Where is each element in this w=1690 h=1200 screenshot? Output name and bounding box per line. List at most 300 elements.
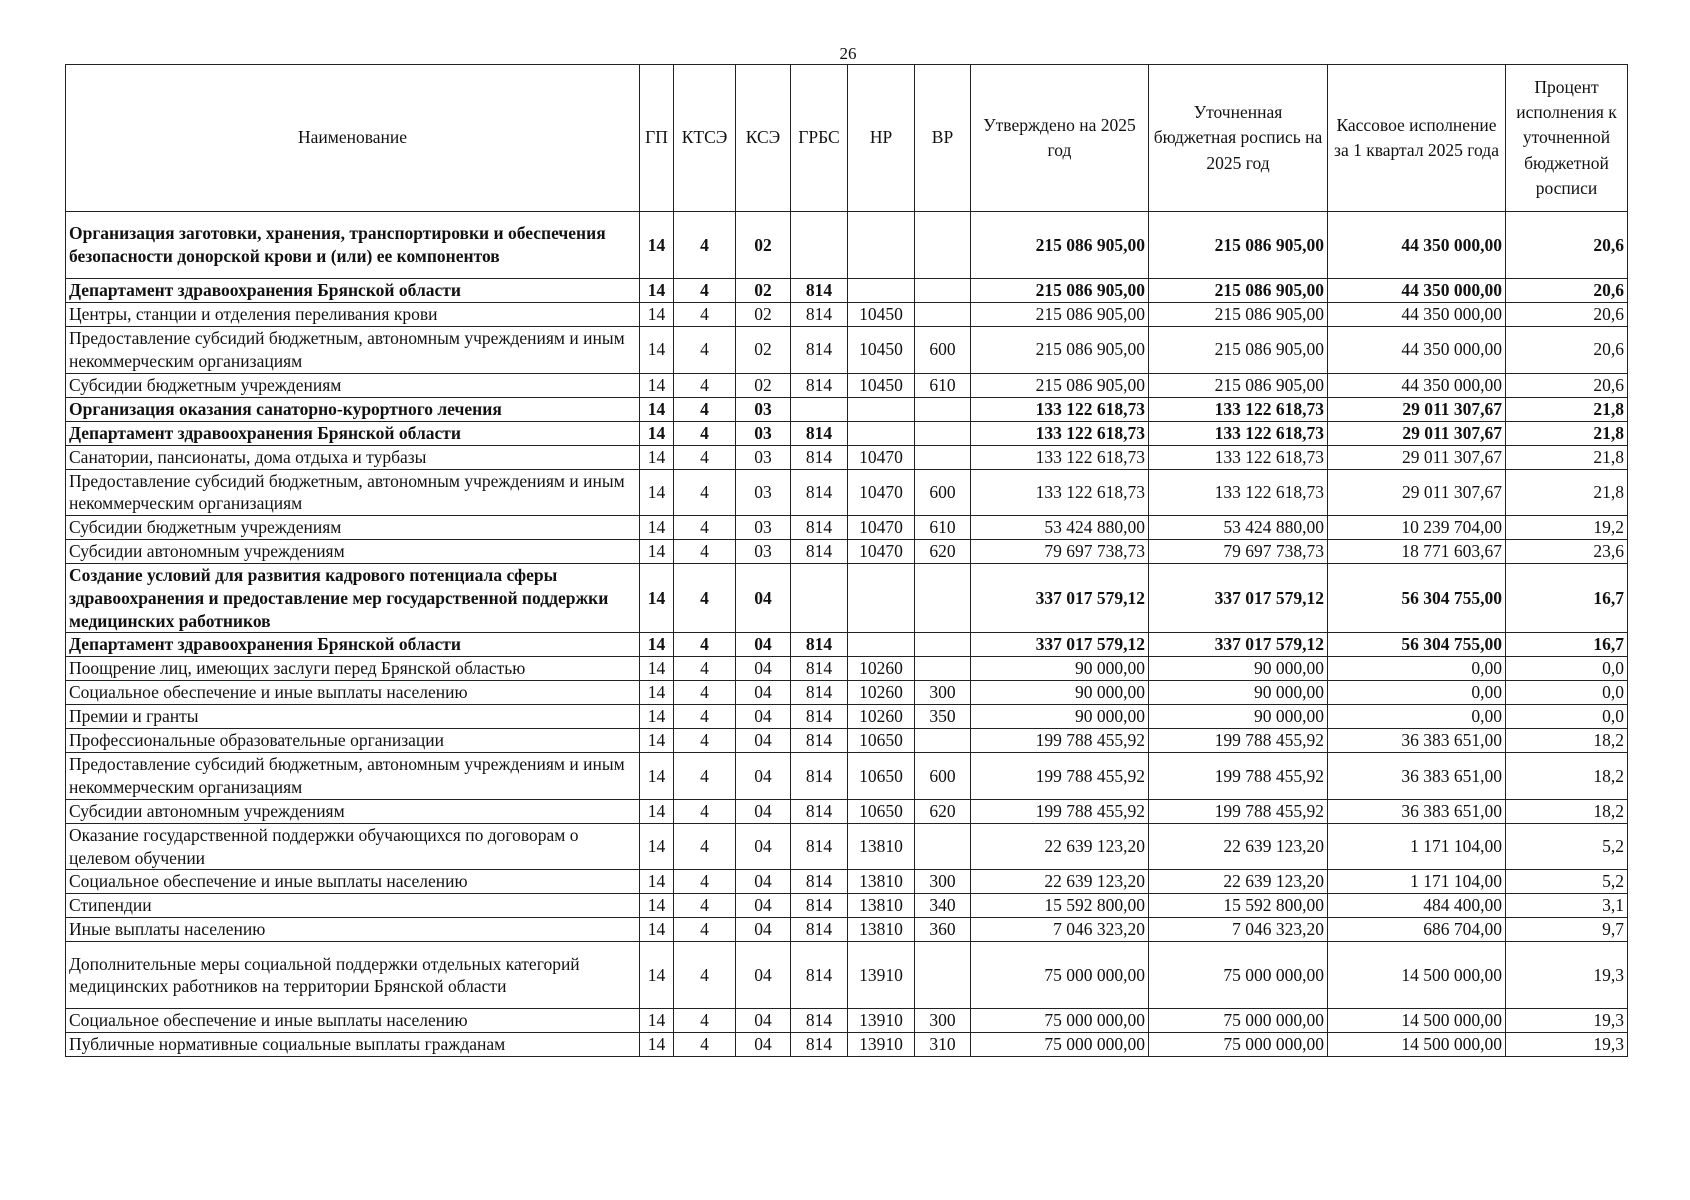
table-row — [66, 303, 1628, 327]
row-grbs-cell: 814 — [791, 823, 848, 870]
row-refined-cell: 337 017 579,12 — [1149, 633, 1328, 657]
table-row — [66, 564, 1628, 633]
row-vr-cell: 300 — [915, 681, 971, 705]
row-kse-cell: 04 — [736, 1033, 791, 1057]
row-percent-cell: 19,3 — [1506, 1009, 1628, 1033]
table-row — [66, 942, 1628, 1009]
row-name-cell: Дополнительные меры социальной поддержки отдельных категорий медицинских работников на территории Брянской области — [66, 942, 640, 1009]
row-refined-cell: 90 000,00 — [1149, 681, 1328, 705]
row-cash-cell: 56 304 755,00 — [1328, 633, 1506, 657]
row-ktse-cell: 4 — [674, 894, 736, 918]
row-percent-cell: 5,2 — [1506, 870, 1628, 894]
row-percent-cell: 20,6 — [1506, 212, 1628, 279]
row-refined-cell: 75 000 000,00 — [1149, 1009, 1328, 1033]
row-cash-cell: 0,00 — [1328, 657, 1506, 681]
row-approved-cell: 215 086 905,00 — [971, 373, 1149, 397]
row-kse-cell: 04 — [736, 753, 791, 800]
table-row — [66, 657, 1628, 681]
row-ktse-cell: 4 — [674, 516, 736, 540]
table-row — [66, 1033, 1628, 1057]
row-vr-cell — [915, 421, 971, 445]
row-approved-cell: 90 000,00 — [971, 681, 1149, 705]
row-cash-cell: 44 350 000,00 — [1328, 303, 1506, 327]
row-approved-cell: 215 086 905,00 — [971, 212, 1149, 279]
row-kse-cell: 02 — [736, 373, 791, 397]
row-refined-cell: 133 122 618,73 — [1149, 445, 1328, 469]
row-gp-cell: 14 — [640, 657, 674, 681]
row-vr-cell: 300 — [915, 870, 971, 894]
row-grbs-cell: 814 — [791, 681, 848, 705]
row-gp-cell: 14 — [640, 942, 674, 1009]
row-percent-cell: 20,6 — [1506, 373, 1628, 397]
row-ktse-cell: 4 — [674, 823, 736, 870]
header-percent: Процент исполнения к уточненной бюджетной росписи — [1506, 65, 1628, 212]
row-ktse-cell: 4 — [674, 870, 736, 894]
row-vr-cell: 600 — [915, 327, 971, 374]
row-nr-cell — [848, 212, 915, 279]
row-refined-cell: 22 639 123,20 — [1149, 870, 1328, 894]
table-row — [66, 823, 1628, 870]
row-ktse-cell: 4 — [674, 469, 736, 516]
row-nr-cell: 13810 — [848, 918, 915, 942]
row-refined-cell: 90 000,00 — [1149, 705, 1328, 729]
row-name-cell: Субсидии бюджетным учреждениям — [66, 516, 640, 540]
row-refined-cell: 15 592 800,00 — [1149, 894, 1328, 918]
row-ktse-cell: 4 — [674, 705, 736, 729]
row-grbs-cell: 814 — [791, 633, 848, 657]
row-grbs-cell: 814 — [791, 469, 848, 516]
row-name-cell: Социальное обеспечение и иные выплаты населению — [66, 681, 640, 705]
row-percent-cell: 16,7 — [1506, 633, 1628, 657]
table-row — [66, 705, 1628, 729]
table-body — [66, 212, 1628, 1057]
row-kse-cell: 03 — [736, 469, 791, 516]
row-nr-cell: 10650 — [848, 729, 915, 753]
row-grbs-cell: 814 — [791, 657, 848, 681]
row-name-cell: Поощрение лиц, имеющих заслуги перед Брянской областью — [66, 657, 640, 681]
row-nr-cell: 13810 — [848, 823, 915, 870]
row-grbs-cell: 814 — [791, 799, 848, 823]
row-vr-cell — [915, 657, 971, 681]
row-percent-cell: 18,2 — [1506, 729, 1628, 753]
row-vr-cell — [915, 397, 971, 421]
row-refined-cell: 7 046 323,20 — [1149, 918, 1328, 942]
row-vr-cell: 310 — [915, 1033, 971, 1057]
header-cash: Кассовое исполнение за 1 квартал 2025 года — [1328, 65, 1506, 212]
row-approved-cell: 199 788 455,92 — [971, 753, 1149, 800]
row-nr-cell: 13810 — [848, 894, 915, 918]
header-name: Наименование — [66, 65, 640, 212]
table-row — [66, 445, 1628, 469]
row-ktse-cell: 4 — [674, 212, 736, 279]
row-name-cell: Премии и гранты — [66, 705, 640, 729]
row-grbs-cell: 814 — [791, 729, 848, 753]
row-grbs-cell: 814 — [791, 516, 848, 540]
row-gp-cell: 14 — [640, 1033, 674, 1057]
row-gp-cell: 14 — [640, 421, 674, 445]
row-name-cell: Центры, станции и отделения переливания крови — [66, 303, 640, 327]
row-grbs-cell: 814 — [791, 1033, 848, 1057]
row-vr-cell — [915, 823, 971, 870]
table-row — [66, 279, 1628, 303]
row-name-cell: Организация оказания санаторно-курортного лечения — [66, 397, 640, 421]
row-vr-cell: 600 — [915, 469, 971, 516]
row-ktse-cell: 4 — [674, 564, 736, 633]
row-percent-cell: 18,2 — [1506, 753, 1628, 800]
row-kse-cell: 04 — [736, 633, 791, 657]
row-nr-cell — [848, 633, 915, 657]
row-refined-cell: 79 697 738,73 — [1149, 540, 1328, 564]
row-cash-cell: 0,00 — [1328, 705, 1506, 729]
row-approved-cell: 133 122 618,73 — [971, 397, 1149, 421]
row-percent-cell: 0,0 — [1506, 705, 1628, 729]
row-cash-cell: 44 350 000,00 — [1328, 327, 1506, 374]
row-percent-cell: 21,8 — [1506, 469, 1628, 516]
row-gp-cell: 14 — [640, 397, 674, 421]
row-gp-cell: 14 — [640, 373, 674, 397]
header-approved: Утверждено на 2025 год — [971, 65, 1149, 212]
row-gp-cell: 14 — [640, 799, 674, 823]
row-vr-cell: 620 — [915, 540, 971, 564]
row-kse-cell: 03 — [736, 397, 791, 421]
row-gp-cell: 14 — [640, 1009, 674, 1033]
header-kse: КСЭ — [736, 65, 791, 212]
row-vr-cell — [915, 564, 971, 633]
row-cash-cell: 1 171 104,00 — [1328, 823, 1506, 870]
table-row — [66, 397, 1628, 421]
row-approved-cell: 22 639 123,20 — [971, 870, 1149, 894]
row-gp-cell: 14 — [640, 327, 674, 374]
row-refined-cell: 75 000 000,00 — [1149, 1033, 1328, 1057]
row-nr-cell: 10450 — [848, 303, 915, 327]
row-vr-cell — [915, 212, 971, 279]
row-nr-cell: 10450 — [848, 373, 915, 397]
row-vr-cell: 350 — [915, 705, 971, 729]
row-cash-cell: 484 400,00 — [1328, 894, 1506, 918]
row-refined-cell: 75 000 000,00 — [1149, 942, 1328, 1009]
row-kse-cell: 04 — [736, 823, 791, 870]
row-refined-cell: 199 788 455,92 — [1149, 799, 1328, 823]
row-grbs-cell: 814 — [791, 870, 848, 894]
row-approved-cell: 79 697 738,73 — [971, 540, 1149, 564]
row-ktse-cell: 4 — [674, 303, 736, 327]
budget-table — [65, 64, 1628, 1057]
row-grbs-cell: 814 — [791, 705, 848, 729]
row-approved-cell: 15 592 800,00 — [971, 894, 1149, 918]
table-row — [66, 373, 1628, 397]
row-approved-cell: 75 000 000,00 — [971, 1009, 1149, 1033]
table-row — [66, 1009, 1628, 1033]
row-nr-cell: 10450 — [848, 327, 915, 374]
row-kse-cell: 03 — [736, 445, 791, 469]
row-nr-cell: 10260 — [848, 705, 915, 729]
row-percent-cell: 20,6 — [1506, 327, 1628, 374]
row-kse-cell: 04 — [736, 705, 791, 729]
row-percent-cell: 9,7 — [1506, 918, 1628, 942]
row-ktse-cell: 4 — [674, 799, 736, 823]
row-name-cell: Департамент здравоохранения Брянской области — [66, 421, 640, 445]
table-row — [66, 729, 1628, 753]
row-kse-cell: 03 — [736, 516, 791, 540]
table-row — [66, 469, 1628, 516]
row-gp-cell: 14 — [640, 823, 674, 870]
row-cash-cell: 44 350 000,00 — [1328, 279, 1506, 303]
row-percent-cell: 20,6 — [1506, 303, 1628, 327]
row-name-cell: Стипендии — [66, 894, 640, 918]
row-name-cell: Публичные нормативные социальные выплаты гражданам — [66, 1033, 640, 1057]
row-name-cell: Предоставление субсидий бюджетным, автономным учреждениям и иным некоммерческим организациям — [66, 469, 640, 516]
row-vr-cell: 340 — [915, 894, 971, 918]
row-cash-cell: 36 383 651,00 — [1328, 753, 1506, 800]
row-vr-cell — [915, 729, 971, 753]
row-approved-cell: 215 086 905,00 — [971, 279, 1149, 303]
table-header-row — [66, 65, 1628, 212]
row-cash-cell: 10 239 704,00 — [1328, 516, 1506, 540]
table-row — [66, 516, 1628, 540]
row-cash-cell: 686 704,00 — [1328, 918, 1506, 942]
row-nr-cell: 13910 — [848, 1009, 915, 1033]
row-grbs-cell: 814 — [791, 421, 848, 445]
row-grbs-cell: 814 — [791, 1009, 848, 1033]
row-name-cell: Предоставление субсидий бюджетным, автономным учреждениям и иным некоммерческим организациям — [66, 327, 640, 374]
row-name-cell: Социальное обеспечение и иные выплаты населению — [66, 870, 640, 894]
row-refined-cell: 337 017 579,12 — [1149, 564, 1328, 633]
row-name-cell: Создание условий для развития кадрового потенциала сферы здравоохранения и предоставление мер государственной поддержки медицинских работников — [66, 564, 640, 633]
row-approved-cell: 337 017 579,12 — [971, 633, 1149, 657]
row-nr-cell: 10470 — [848, 469, 915, 516]
row-ktse-cell: 4 — [674, 729, 736, 753]
row-nr-cell: 10470 — [848, 540, 915, 564]
row-name-cell: Департамент здравоохранения Брянской области — [66, 633, 640, 657]
row-name-cell: Субсидии автономным учреждениям — [66, 540, 640, 564]
row-grbs-cell — [791, 564, 848, 633]
row-name-cell: Социальное обеспечение и иные выплаты населению — [66, 1009, 640, 1033]
row-percent-cell: 21,8 — [1506, 445, 1628, 469]
table-row — [66, 212, 1628, 279]
row-gp-cell: 14 — [640, 516, 674, 540]
row-approved-cell: 133 122 618,73 — [971, 469, 1149, 516]
row-nr-cell: 13910 — [848, 1033, 915, 1057]
row-ktse-cell: 4 — [674, 327, 736, 374]
row-nr-cell: 10470 — [848, 445, 915, 469]
row-gp-cell: 14 — [640, 894, 674, 918]
row-gp-cell: 14 — [640, 540, 674, 564]
row-kse-cell: 04 — [736, 564, 791, 633]
row-gp-cell: 14 — [640, 753, 674, 800]
row-cash-cell: 29 011 307,67 — [1328, 421, 1506, 445]
row-percent-cell: 0,0 — [1506, 657, 1628, 681]
row-gp-cell: 14 — [640, 212, 674, 279]
row-ktse-cell: 4 — [674, 1009, 736, 1033]
header-ktse: КТСЭ — [674, 65, 736, 212]
row-name-cell: Субсидии автономным учреждениям — [66, 799, 640, 823]
row-refined-cell: 53 424 880,00 — [1149, 516, 1328, 540]
table-row — [66, 918, 1628, 942]
row-approved-cell: 133 122 618,73 — [971, 445, 1149, 469]
row-gp-cell: 14 — [640, 870, 674, 894]
row-kse-cell: 04 — [736, 870, 791, 894]
row-gp-cell: 14 — [640, 469, 674, 516]
row-cash-cell: 18 771 603,67 — [1328, 540, 1506, 564]
row-vr-cell: 360 — [915, 918, 971, 942]
row-kse-cell: 03 — [736, 421, 791, 445]
table-row — [66, 799, 1628, 823]
row-refined-cell: 199 788 455,92 — [1149, 753, 1328, 800]
row-name-cell: Департамент здравоохранения Брянской области — [66, 279, 640, 303]
row-nr-cell: 10260 — [848, 681, 915, 705]
row-approved-cell: 75 000 000,00 — [971, 942, 1149, 1009]
row-ktse-cell: 4 — [674, 445, 736, 469]
row-gp-cell: 14 — [640, 564, 674, 633]
row-refined-cell: 215 086 905,00 — [1149, 327, 1328, 374]
row-cash-cell: 0,00 — [1328, 681, 1506, 705]
row-kse-cell: 04 — [736, 918, 791, 942]
row-grbs-cell: 814 — [791, 373, 848, 397]
row-gp-cell: 14 — [640, 681, 674, 705]
row-ktse-cell: 4 — [674, 681, 736, 705]
row-vr-cell — [915, 303, 971, 327]
row-nr-cell — [848, 397, 915, 421]
row-kse-cell: 04 — [736, 729, 791, 753]
row-percent-cell: 19,3 — [1506, 1033, 1628, 1057]
row-gp-cell: 14 — [640, 445, 674, 469]
row-nr-cell: 10260 — [848, 657, 915, 681]
row-kse-cell: 04 — [736, 657, 791, 681]
row-approved-cell: 90 000,00 — [971, 705, 1149, 729]
row-percent-cell: 19,2 — [1506, 516, 1628, 540]
table-row — [66, 540, 1628, 564]
row-name-cell: Оказание государственной поддержки обучающихся по договорам о целевом обучении — [66, 823, 640, 870]
row-percent-cell: 23,6 — [1506, 540, 1628, 564]
row-nr-cell: 10650 — [848, 753, 915, 800]
row-percent-cell: 18,2 — [1506, 799, 1628, 823]
row-approved-cell: 199 788 455,92 — [971, 729, 1149, 753]
table-row — [66, 894, 1628, 918]
row-refined-cell: 215 086 905,00 — [1149, 303, 1328, 327]
row-ktse-cell: 4 — [674, 1033, 736, 1057]
row-percent-cell: 3,1 — [1506, 894, 1628, 918]
header-nr: НР — [848, 65, 915, 212]
row-cash-cell: 1 171 104,00 — [1328, 870, 1506, 894]
row-percent-cell: 0,0 — [1506, 681, 1628, 705]
row-percent-cell: 20,6 — [1506, 279, 1628, 303]
row-ktse-cell: 4 — [674, 753, 736, 800]
row-kse-cell: 04 — [736, 1009, 791, 1033]
row-grbs-cell: 814 — [791, 942, 848, 1009]
header-gp: ГП — [640, 65, 674, 212]
row-kse-cell: 02 — [736, 279, 791, 303]
table-row — [66, 681, 1628, 705]
row-nr-cell: 13910 — [848, 942, 915, 1009]
row-vr-cell — [915, 445, 971, 469]
row-vr-cell: 610 — [915, 373, 971, 397]
row-grbs-cell: 814 — [791, 303, 848, 327]
row-kse-cell: 04 — [736, 799, 791, 823]
row-ktse-cell: 4 — [674, 540, 736, 564]
page-number: 26 — [839, 44, 857, 63]
row-cash-cell: 44 350 000,00 — [1328, 212, 1506, 279]
row-vr-cell: 300 — [915, 1009, 971, 1033]
row-refined-cell: 215 086 905,00 — [1149, 373, 1328, 397]
row-ktse-cell: 4 — [674, 279, 736, 303]
row-refined-cell: 133 122 618,73 — [1149, 421, 1328, 445]
row-nr-cell: 10470 — [848, 516, 915, 540]
row-ktse-cell: 4 — [674, 397, 736, 421]
header-vr: ВР — [915, 65, 971, 212]
row-cash-cell: 56 304 755,00 — [1328, 564, 1506, 633]
row-nr-cell — [848, 564, 915, 633]
row-gp-cell: 14 — [640, 303, 674, 327]
row-gp-cell: 14 — [640, 633, 674, 657]
row-refined-cell: 199 788 455,92 — [1149, 729, 1328, 753]
row-grbs-cell: 814 — [791, 279, 848, 303]
row-approved-cell: 215 086 905,00 — [971, 327, 1149, 374]
row-vr-cell — [915, 942, 971, 1009]
row-kse-cell: 04 — [736, 942, 791, 1009]
row-kse-cell: 02 — [736, 303, 791, 327]
row-gp-cell: 14 — [640, 705, 674, 729]
row-approved-cell: 215 086 905,00 — [971, 303, 1149, 327]
row-name-cell: Профессиональные образовательные организации — [66, 729, 640, 753]
row-grbs-cell: 814 — [791, 918, 848, 942]
row-percent-cell: 19,3 — [1506, 942, 1628, 1009]
row-cash-cell: 36 383 651,00 — [1328, 799, 1506, 823]
row-nr-cell — [848, 421, 915, 445]
row-grbs-cell: 814 — [791, 894, 848, 918]
row-kse-cell: 02 — [736, 327, 791, 374]
row-grbs-cell: 814 — [791, 327, 848, 374]
row-refined-cell: 215 086 905,00 — [1149, 279, 1328, 303]
row-ktse-cell: 4 — [674, 633, 736, 657]
row-cash-cell: 29 011 307,67 — [1328, 445, 1506, 469]
row-grbs-cell — [791, 212, 848, 279]
row-gp-cell: 14 — [640, 729, 674, 753]
row-refined-cell: 215 086 905,00 — [1149, 212, 1328, 279]
row-percent-cell: 21,8 — [1506, 421, 1628, 445]
row-ktse-cell: 4 — [674, 942, 736, 1009]
row-refined-cell: 22 639 123,20 — [1149, 823, 1328, 870]
row-cash-cell: 14 500 000,00 — [1328, 1033, 1506, 1057]
row-name-cell: Предоставление субсидий бюджетным, автономным учреждениям и иным некоммерческим организациям — [66, 753, 640, 800]
table-row — [66, 327, 1628, 374]
row-gp-cell: 14 — [640, 918, 674, 942]
table-row — [66, 870, 1628, 894]
row-ktse-cell: 4 — [674, 918, 736, 942]
row-nr-cell — [848, 279, 915, 303]
header-grbs: ГРБС — [791, 65, 848, 212]
row-gp-cell: 14 — [640, 279, 674, 303]
row-grbs-cell — [791, 397, 848, 421]
row-grbs-cell: 814 — [791, 753, 848, 800]
row-refined-cell: 133 122 618,73 — [1149, 397, 1328, 421]
table-row — [66, 753, 1628, 800]
row-nr-cell: 13810 — [848, 870, 915, 894]
row-name-cell: Организация заготовки, хранения, транспортировки и обеспечения безопасности донорской крови и (или) ее компонентов — [66, 212, 640, 279]
row-refined-cell: 133 122 618,73 — [1149, 469, 1328, 516]
row-vr-cell — [915, 279, 971, 303]
row-cash-cell: 14 500 000,00 — [1328, 942, 1506, 1009]
row-percent-cell: 16,7 — [1506, 564, 1628, 633]
row-kse-cell: 03 — [736, 540, 791, 564]
row-name-cell: Субсидии бюджетным учреждениям — [66, 373, 640, 397]
row-vr-cell: 620 — [915, 799, 971, 823]
row-vr-cell — [915, 633, 971, 657]
row-cash-cell: 29 011 307,67 — [1328, 397, 1506, 421]
row-grbs-cell: 814 — [791, 540, 848, 564]
row-approved-cell: 22 639 123,20 — [971, 823, 1149, 870]
row-ktse-cell: 4 — [674, 373, 736, 397]
row-vr-cell: 600 — [915, 753, 971, 800]
